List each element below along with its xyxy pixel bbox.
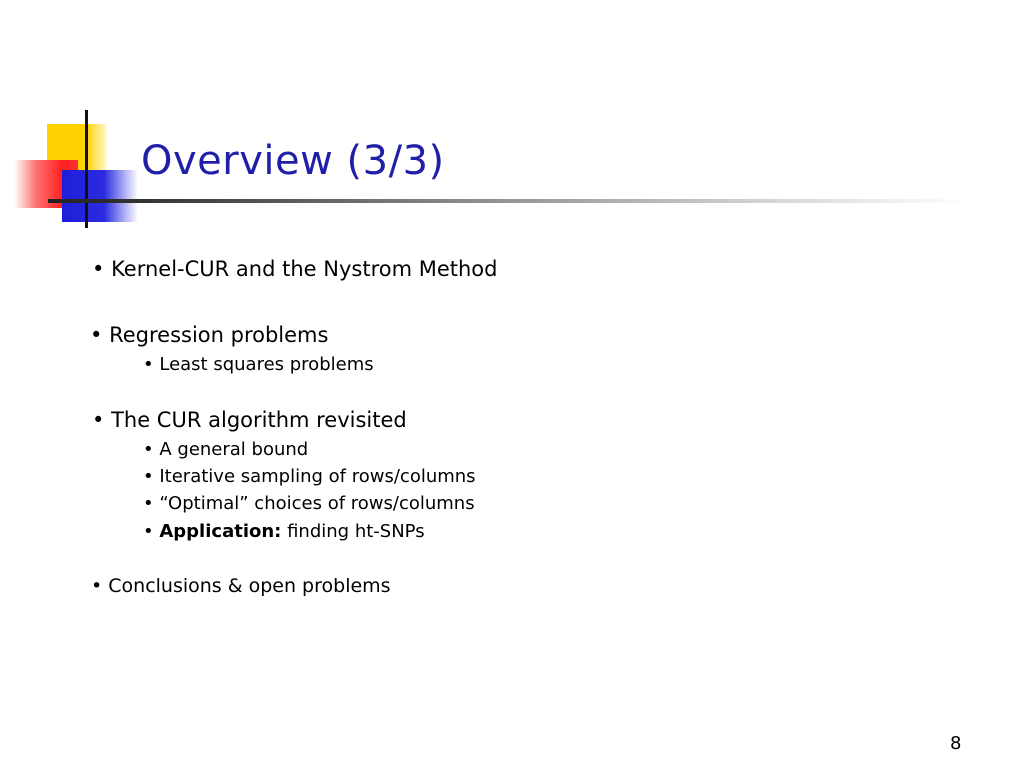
page-number: 8 [950, 733, 962, 754]
bullet-text: Kernel-CUR and the Nystrom Method [111, 257, 498, 281]
bullet-marker: • [91, 575, 103, 597]
bullet-marker: • [143, 439, 154, 460]
bullet-text: “Optimal” choices of rows/columns [159, 493, 475, 514]
bullet-marker: • [143, 354, 154, 375]
bullet-marker: • [92, 408, 105, 432]
bullet-bold-label: Application: [159, 521, 282, 542]
bullet-text: Iterative sampling of rows/columns [159, 466, 476, 487]
bullet-text: Least squares problems [159, 354, 374, 375]
bullet-marker: • [92, 257, 105, 281]
sub-bullet-item [143, 466, 476, 487]
bullet-text: The CUR algorithm revisited [111, 408, 407, 432]
bullet-text: Conclusions & open problems [108, 575, 391, 597]
bullet-item [91, 575, 391, 597]
sub-bullet-item [143, 439, 308, 460]
sub-bullet-item [143, 493, 475, 514]
bullet-marker: • [143, 521, 154, 542]
bullet-marker: • [143, 466, 154, 487]
bullet-item [92, 408, 407, 432]
bullet-text: A general bound [159, 439, 309, 460]
sub-bullet-item [143, 521, 425, 542]
bullet-marker: • [143, 493, 154, 514]
bullet-item [90, 323, 328, 347]
bullet-text: finding ht-SNPs [281, 521, 425, 542]
sub-bullet-item [143, 354, 374, 375]
slide-title: Overview (3/3) [141, 138, 445, 184]
bullet-item [92, 257, 497, 281]
bullet-text: Regression problems [109, 323, 329, 347]
bullet-marker: • [90, 323, 103, 347]
